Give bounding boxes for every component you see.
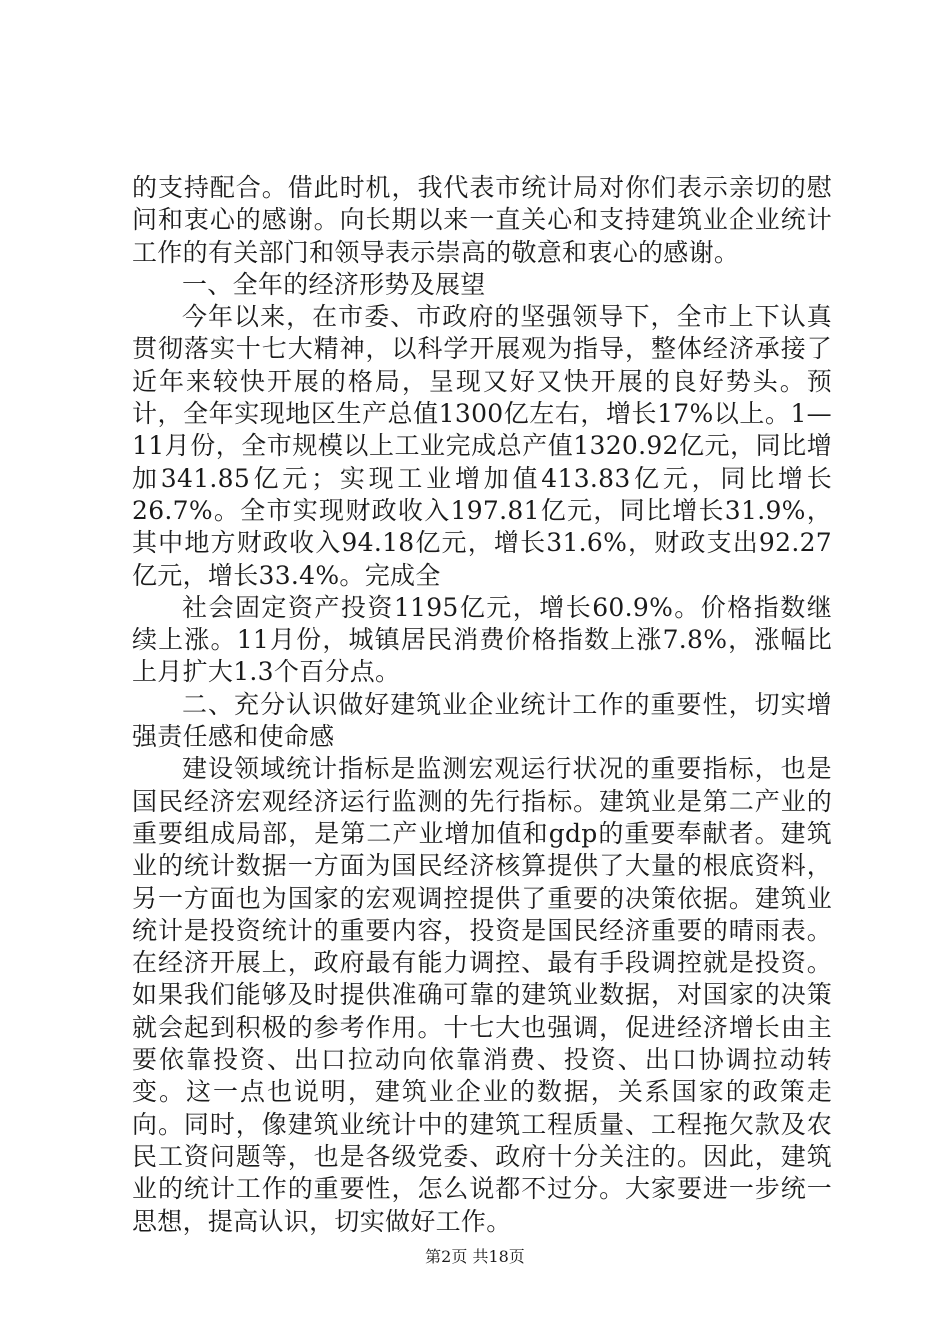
paragraph-construction-statistics: 建设领域统计指标是监测宏观运行状况的重要指标，也是国民经济宏观经济运行监测的先行指标。建筑业是第二产业的重要组成局部，是第二产业增加值和gdp的重要奉献者。建筑业的统计数据一方面为国民经济核算提供了大量的根底资料，另一方面也为国家的宏观调控提供了重要的决策依据。建筑业统计是投资统计的重要内容，投资是国民经济重要的晴雨表。在经济开展上，政府最有能力调控、最有手段调控就是投资。如果我们能够及时提供准确可靠的建筑业数据，对国家的决策就会起到积极的参考作用。十七大也强调，促进经济增长由主要依靠投资、出口拉动向依靠消费、投资、出口协调拉动转变。这一点也说明，建筑业企业的数据，关系国家的政策走向。同时，像建筑业统计中的建筑工程质量、工程拖欠款及农民工资问题等，也是各级党委、政府十分关注的。因此，建筑业的统计工作的重要性，怎么说都不过分。大家要进一步统一思想，提高认识，切实做好工作。	[132, 754, 832, 1236]
paragraph-investment-prices: 社会固定资产投资1195亿元，增长60.9%。价格指数继续上涨。11月份，城镇居民消费价格指数上涨7.8%，涨幅比上月扩大1.3个百分点。	[132, 592, 832, 687]
paragraph-continuation: 的支持配合。借此时机，我代表市统计局对你们表示亲切的慰问和衷心的感谢。向长期以来一直关心和支持建筑业企业统计工作的有关部门和领导表示崇高的敬意和衷心的感谢。	[132, 173, 832, 267]
section-heading-economic-situation: 一、全年的经济形势及展望	[182, 269, 486, 299]
page-footer: 第2页 共18页	[425, 1247, 525, 1266]
document-body	[132, 172, 832, 1238]
section-heading-importance: 二、充分认识做好建筑业企业统计工作的重要性，切实增强责任感和使命感	[132, 689, 832, 752]
paragraph-economic-overview: 今年以来，在市委、市政府的坚强领导下，全市上下认真贯彻落实十七大精神，以科学开展观为指导，整体经济承接了近年来较快开展的格局，呈现又好又快开展的良好势头。预计，全年实现地区生产总值1300亿左右，增长17%以上。1—11月份，全市规模以上工业完成总产值1320.92亿元，同比增加341.85亿元；实现工业增加值413.83亿元，同比增长26.7%。全市实现财政收入197.81亿元，同比增长31.9%，其中地方财政收入94.18亿元，增长31.6%，财政支出92.27亿元，增长33.4%。完成全	[132, 302, 832, 590]
